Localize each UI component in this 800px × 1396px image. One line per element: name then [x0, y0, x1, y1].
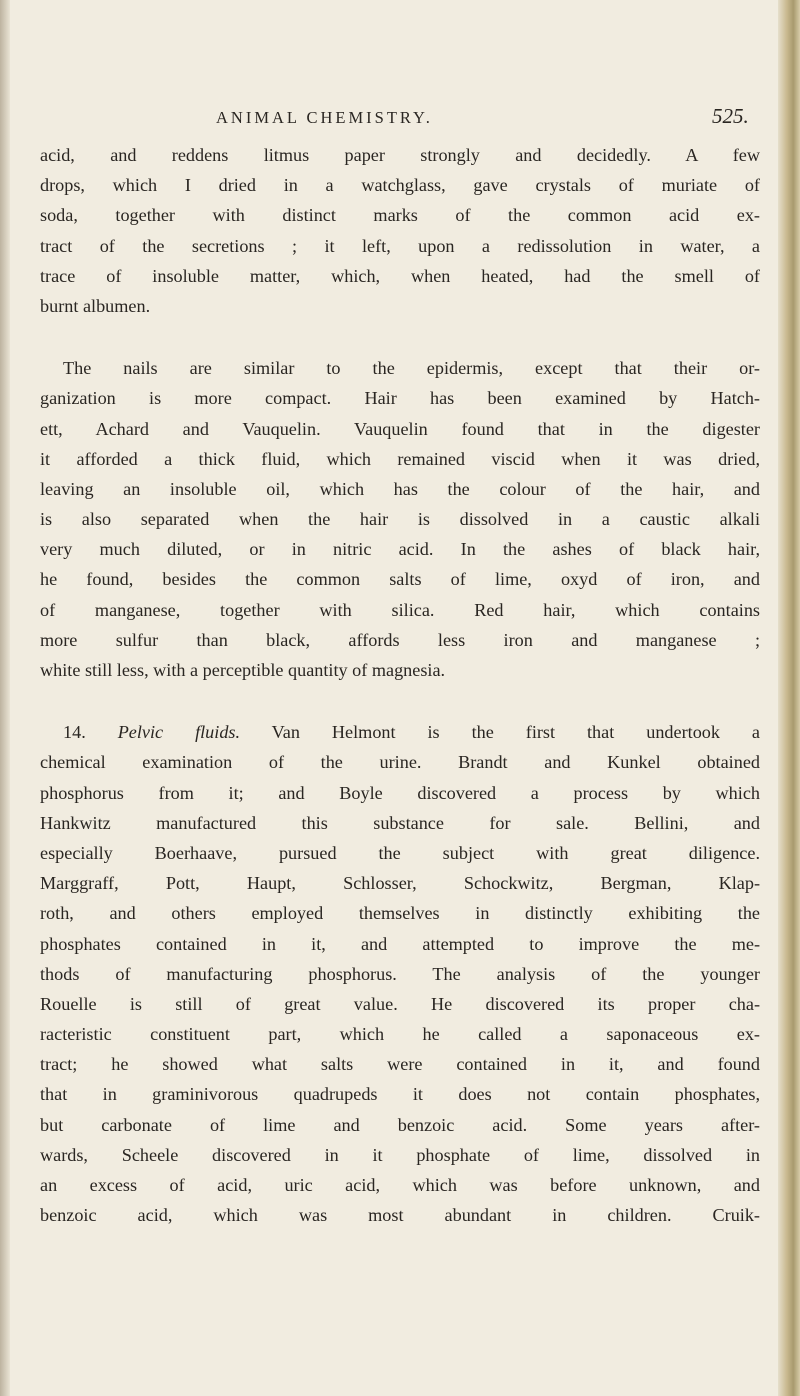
section-number: 14. [63, 722, 86, 743]
paragraph-3 [40, 717, 760, 1230]
text-line: Rouelle is still of great value. He discovered its proper cha- [40, 993, 760, 1014]
text-line: that in graminivorous quadrupeds it does not contain phosphates, [40, 1084, 760, 1105]
text-line: The nails are similar to the epidermis, except that their or- [63, 358, 760, 379]
text-line: phosphates contained in it, and attempted to improve the me- [40, 933, 760, 954]
text-line: tract of the secretions ; it left, upon a redissolution in water, a [40, 235, 760, 256]
text-line: an excess of acid, uric acid, which was before unknown, and [40, 1175, 760, 1195]
text-line: ganization is more compact. Hair has been examined by Hatch- [40, 388, 760, 409]
text-line: acid, and reddens litmus paper strongly and decidedly. A few [40, 145, 760, 165]
text-line: very much diluted, or in nitric acid. In the ashes of black hair, [40, 539, 760, 560]
text-line: roth, and others employed themselves in distinctly exhibiting the [40, 903, 760, 924]
text-line: tract; he showed what salts were contained in it, and found [40, 1054, 760, 1075]
text-line: racteristic constituent part, which he called a saponaceous ex- [40, 1024, 760, 1045]
page-number: 525. [712, 104, 749, 128]
text-line: chemical examination of the urine. Brandt and Kunkel obtained [40, 752, 760, 773]
text-line: more sulfur than black, affords less iron and manganese ; [40, 629, 760, 650]
text-line: phosphorus from it; and Boyle discovered a process by which [40, 782, 760, 803]
body-text [40, 140, 760, 1230]
text-line: it afforded a thick fluid, which remained viscid when it was dried, [40, 448, 760, 469]
text-line: soda, together with distinct marks of the common acid ex- [40, 205, 760, 226]
text-line: is also separated when the hair is dissolved in a caustic alkali [40, 509, 760, 530]
text-line: Marggraff, Pott, Haupt, Schlosser, Schockwitz, Bergman, Klap- [40, 873, 760, 894]
text-line: thods of manufacturing phosphorus. The analysis of the younger [40, 963, 760, 984]
text-line: ett, Achard and Vauquelin. Vauquelin found that in the digester [40, 418, 760, 439]
text-line: Hankwitz manufactured this substance for sale. Bellini, and [40, 812, 760, 833]
section-heading-line [40, 717, 760, 747]
text-line: white still less, with a perceptible quantity of magnesia. [40, 660, 446, 680]
section-title: Pelvic fluids. [117, 722, 241, 743]
text-line: especially Boerhaave, pursued the subject with great diligence. [40, 842, 760, 863]
paragraph-1 [40, 140, 760, 321]
text-line: trace of insoluble matter, which, when heated, had the smell of [40, 265, 760, 286]
running-head: ANIMAL CHEMISTRY. [216, 108, 433, 127]
text-line: wards, Scheele discovered in it phosphate of lime, dissolved in [40, 1144, 760, 1165]
section-first-line-text: Van Helmont is the first that undertook a [271, 722, 761, 743]
text-line: benzoic acid, which was most abundant in children. Cruik- [40, 1205, 760, 1226]
text-line: burnt albumen. [40, 295, 151, 316]
text-line: leaving an insoluble oil, which has the colour of the hair, and [40, 478, 760, 499]
text-line: of manganese, together with silica. Red hair, which contains [40, 599, 760, 620]
page-header [0, 104, 800, 134]
page-edge-left [0, 0, 10, 1396]
text-line: drops, which I dried in a watchglass, gave crystals of muriate of [40, 175, 760, 196]
text-line: but carbonate of lime and benzoic acid. Some years after- [40, 1114, 760, 1135]
text-line: he found, besides the common salts of lime, oxyd of iron, and [40, 569, 760, 590]
paragraph-2 [40, 353, 760, 685]
page-edge-right [778, 0, 800, 1396]
